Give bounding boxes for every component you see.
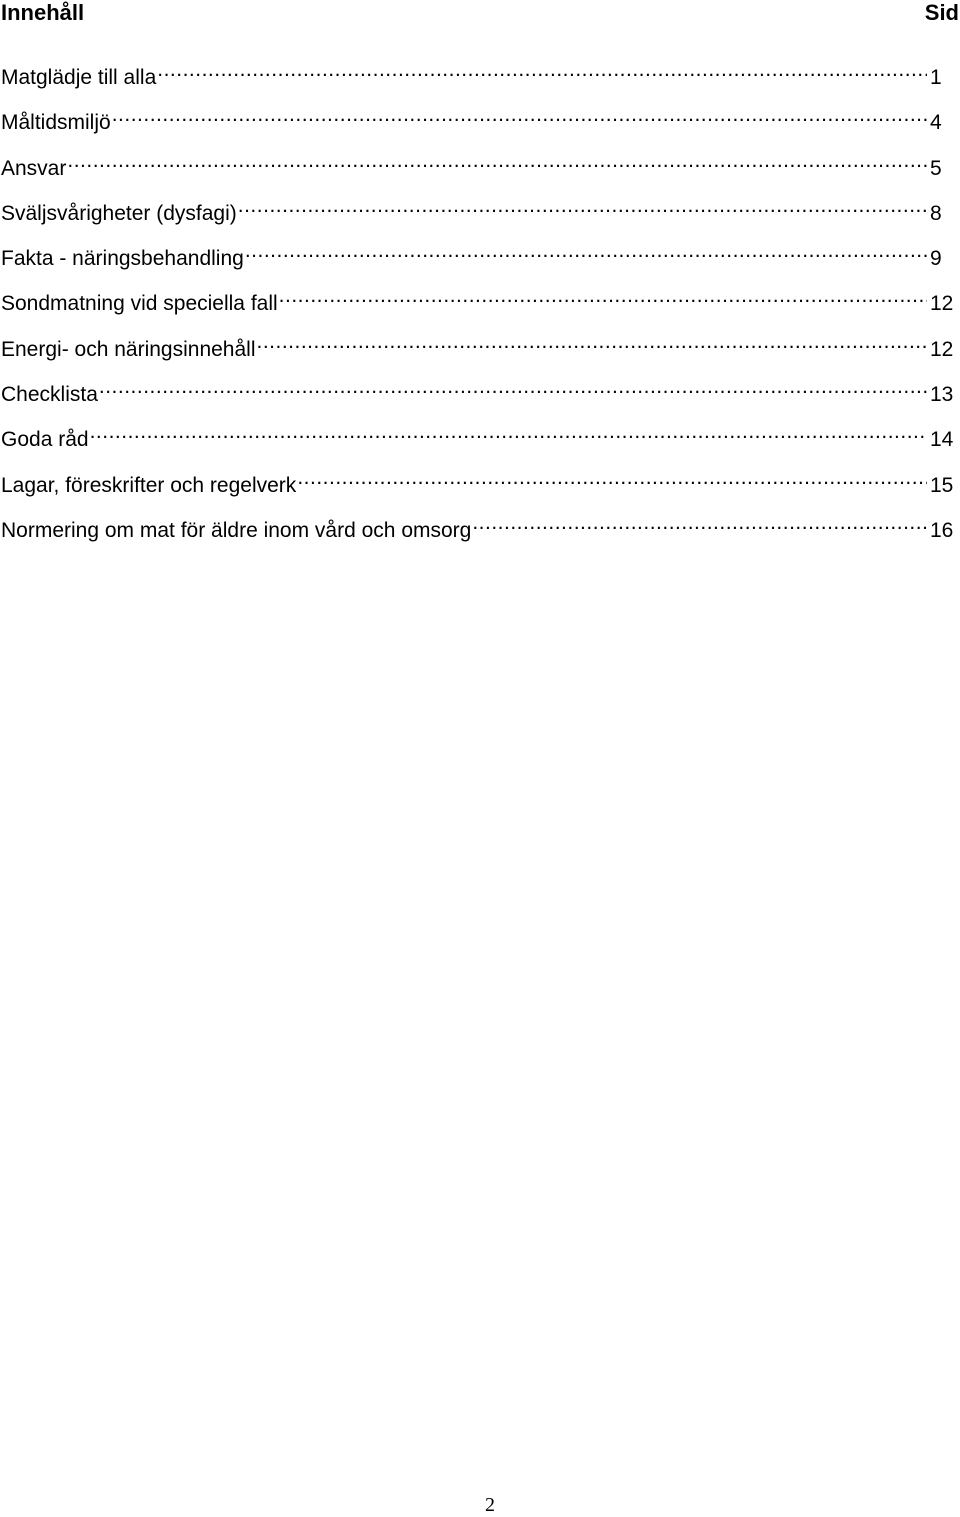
- toc-entry-label: Normering om mat för äldre inom vård och omsorg: [1, 518, 472, 542]
- page-number: 2: [485, 1494, 495, 1516]
- dot-leader: [297, 464, 927, 492]
- dot-leader: [157, 56, 927, 84]
- toc-header: [0, 0, 960, 28]
- toc-entry-lagar[interactable]: [0, 464, 960, 509]
- dot-leader: [238, 192, 927, 220]
- dot-leader: [67, 147, 927, 175]
- toc-entry-goda-rad[interactable]: [0, 418, 960, 463]
- toc-entry-page: 13: [930, 383, 954, 407]
- dot-leader: [257, 328, 928, 356]
- toc-entry-page: 12: [930, 337, 954, 361]
- toc-entry-page: 15: [930, 473, 954, 497]
- toc-entry-label: Goda råd: [1, 428, 89, 452]
- toc-entry-label: Matglädje till alla: [1, 66, 157, 89]
- dot-leader: [245, 237, 927, 265]
- table-of-contents: [0, 56, 960, 554]
- toc-entry-page: 16: [930, 518, 954, 542]
- toc-entry-page: 8: [930, 201, 942, 225]
- toc-entry-page: 1: [930, 66, 942, 89]
- toc-entry-page: 9: [930, 247, 942, 271]
- toc-entry-ansvar[interactable]: [0, 147, 960, 192]
- toc-entry-page: 4: [930, 111, 942, 135]
- dot-leader: [90, 418, 927, 446]
- dot-leader: [99, 373, 927, 401]
- toc-entry-label: Fakta - näringsbehandling: [1, 247, 244, 271]
- toc-entry-svaljsvarigheter[interactable]: [0, 192, 960, 237]
- toc-title: Innehåll: [1, 0, 85, 25]
- toc-entry-label: Sondmatning vid speciella fall: [1, 292, 278, 316]
- toc-entry-matgladje[interactable]: [0, 56, 960, 101]
- toc-entry-page: 14: [930, 428, 954, 452]
- toc-entry-checklista[interactable]: [0, 373, 960, 418]
- toc-entry-label: Sväljsvårigheter (dysfagi): [1, 201, 237, 225]
- toc-entry-label: Checklista: [1, 383, 98, 407]
- toc-entry-label: Måltidsmiljö: [1, 111, 111, 135]
- toc-entry-label: Lagar, föreskrifter och regelverk: [1, 473, 297, 497]
- toc-entry-normering[interactable]: [0, 509, 960, 554]
- toc-entry-fakta[interactable]: [0, 237, 960, 282]
- page-column-heading: Sid: [924, 0, 959, 25]
- toc-entry-sondmatning[interactable]: [0, 282, 960, 327]
- dot-leader: [472, 509, 927, 537]
- dot-leader: [112, 101, 927, 129]
- toc-entry-label: Energi- och näringsinnehåll: [1, 337, 256, 361]
- toc-entry-page: 5: [930, 156, 942, 180]
- toc-entry-maltidsmiljo[interactable]: [0, 101, 960, 146]
- toc-entry-energi[interactable]: [0, 328, 960, 373]
- toc-entry-label: Ansvar: [1, 156, 67, 180]
- toc-entry-page: 12: [930, 292, 954, 316]
- dot-leader: [279, 282, 927, 310]
